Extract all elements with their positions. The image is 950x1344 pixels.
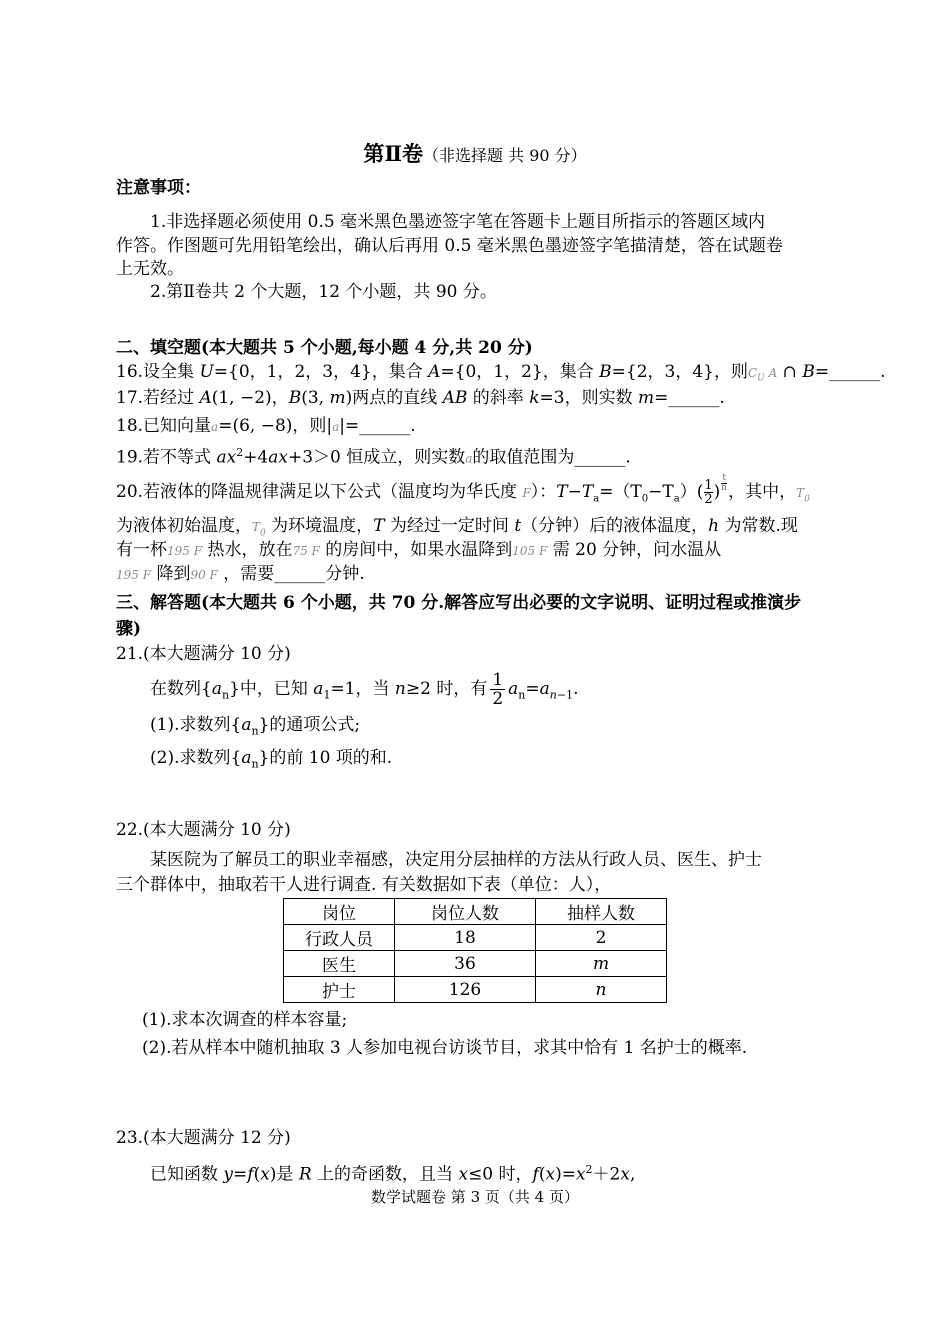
question-21-title: 21.(本大题满分 10 分) <box>116 644 291 664</box>
table-cell: n <box>536 977 667 1003</box>
question-22-stem-line2: 三个群体中，抽取若干人进行调查. 有关数据如下表（单位：人）， <box>116 875 612 895</box>
part-title-sub: （非选择题 共 90 分） <box>423 146 587 165</box>
notice-heading: 注意事项： <box>116 178 201 198</box>
table-header-cell: 抽样人数 <box>536 899 667 925</box>
question-20-line4: 195 F 降到90 F ，需要______分钟. <box>116 564 365 584</box>
notice-item1-line1: 1.非选择题必须使用 0.5 毫米黑色墨迹签字笔在答题卡上题目所指示的答题区域内 <box>150 212 766 232</box>
section3-heading-line2: 骤) <box>116 619 142 639</box>
question-23-stem: 已知函数 y=f(x)是 R 上的奇函数，且当 x≤0 时，$f(x)=x^2+2x$, <box>150 1163 636 1185</box>
vector-a-symbol: a <box>332 420 340 434</box>
notice-item1-line2: 作答。作图题可先用铅笔绘出，确认后再用 0.5 毫米黑色墨迹签字笔描清楚，答在试题卷 <box>116 236 783 256</box>
table-header-cell: 岗位 <box>284 899 395 925</box>
table-row <box>284 977 667 1003</box>
section3-heading-line1: 三、解答题(本大题共 6 个小题，共 70 分.解答应写出必要的文字说明、证明过程或推演步 <box>116 593 802 613</box>
question-21-part1: (1).求数列$\{a_n\}$的通项公式; <box>150 715 361 738</box>
table-header-cell: 岗位人数 <box>395 899 536 925</box>
table-cell: 2 <box>536 925 667 951</box>
question-23-title: 23.(本大题满分 12 分) <box>116 1128 291 1148</box>
table-cell: 护士 <box>284 977 395 1003</box>
notice-item2: 2.第Ⅱ卷共 2 个大题，12 个小题，共 90 分。 <box>150 282 497 302</box>
question-20-line1: 20.若液体的降温规律满足以下公式（温度均为华氏度 F）：$T-T_a=(T_0-T_a)$( $\frac{1}{2}$) $\frac{t}{h}$，其中，$T_0$ <box>116 473 810 507</box>
part-title-main: 第Ⅱ卷 <box>363 141 424 166</box>
question-22-stem-line1: 某医院为了解员工的职业幸福感，决定用分层抽样的方法从行政人员、医生、护士 <box>150 850 762 870</box>
vector-a-symbol: a <box>211 420 219 434</box>
question-21-part2: (2).求数列$\{a_n\}$的前 10 项的和. <box>150 748 393 771</box>
table-row <box>284 925 667 951</box>
page-footer: 数学试题卷 第 3 页（共 4 页） <box>371 1188 579 1206</box>
table-cell: m <box>536 951 667 977</box>
table-cell: 医生 <box>284 951 395 977</box>
question-17: 17.若经过 A(1, −2)，B(3, m)两点的直线 AB 的斜率 k=3，则实数 m=______. <box>116 388 725 408</box>
complement-symbol: $C_U$ A <box>747 366 778 384</box>
exam-part-title <box>0 138 950 168</box>
question-22-part2: (2).若从样本中随机抽取 3 人参加电视台访谈节目，求其中恰有 1 名护士的概率. <box>142 1038 748 1058</box>
table-cell: 18 <box>395 925 536 951</box>
question-21-stem: 在数列$\{a_n\}$中，已知 $a_1=1$，当 n≥2 时，有 $\frac{1}{2}$ $a_n=a_{n-1}$. <box>150 670 579 709</box>
table-cell: 36 <box>395 951 536 977</box>
table-cell: 126 <box>395 977 536 1003</box>
notice-item1-line3: 上无效。 <box>116 259 184 279</box>
question-20-line2: 为液体初始温度，$T_0$ 为环境温度，T 为经过一定时间 t（分钟）后的液体温度，h 为常数.现 <box>116 516 798 539</box>
question-22-title: 22.(本大题满分 10 分) <box>116 820 291 840</box>
fraction-one-half: $\frac{1}{2}$ <box>704 478 713 507</box>
question-20-line3: 有一杯195 F 热水，放在75 F 的房间中，如果水温降到105 F 需 20 分钟，问水温从 <box>116 540 722 560</box>
section2-heading: 二、填空题(本大题共 5 个小题,每小题 4 分,共 20 分) <box>116 338 533 358</box>
staff-sampling-table <box>283 898 667 1003</box>
question-19: 19.若不等式 $ax^2+4ax+3>0$ 恒成立，则实数a的取值范围为______. <box>116 446 631 468</box>
question-18: 18.已知向量a=(6, −8)，则|a|=______. <box>116 416 416 436</box>
question-22-part1: (1).求本次调查的样本容量; <box>142 1010 348 1030</box>
table-header-row <box>284 899 667 925</box>
question-16: 16.设全集 U={0，1，2，3，4}，集合 A={0，1，2}，集合 B={2，3，4}，则$C_U$ A ∩ B=______. <box>116 362 886 384</box>
table-cell: 行政人员 <box>284 925 395 951</box>
exponent-fraction: $\frac{t}{h}$ <box>721 473 728 493</box>
fraction-one-half: $\frac{1}{2}$ <box>492 670 504 709</box>
table-row <box>284 951 667 977</box>
